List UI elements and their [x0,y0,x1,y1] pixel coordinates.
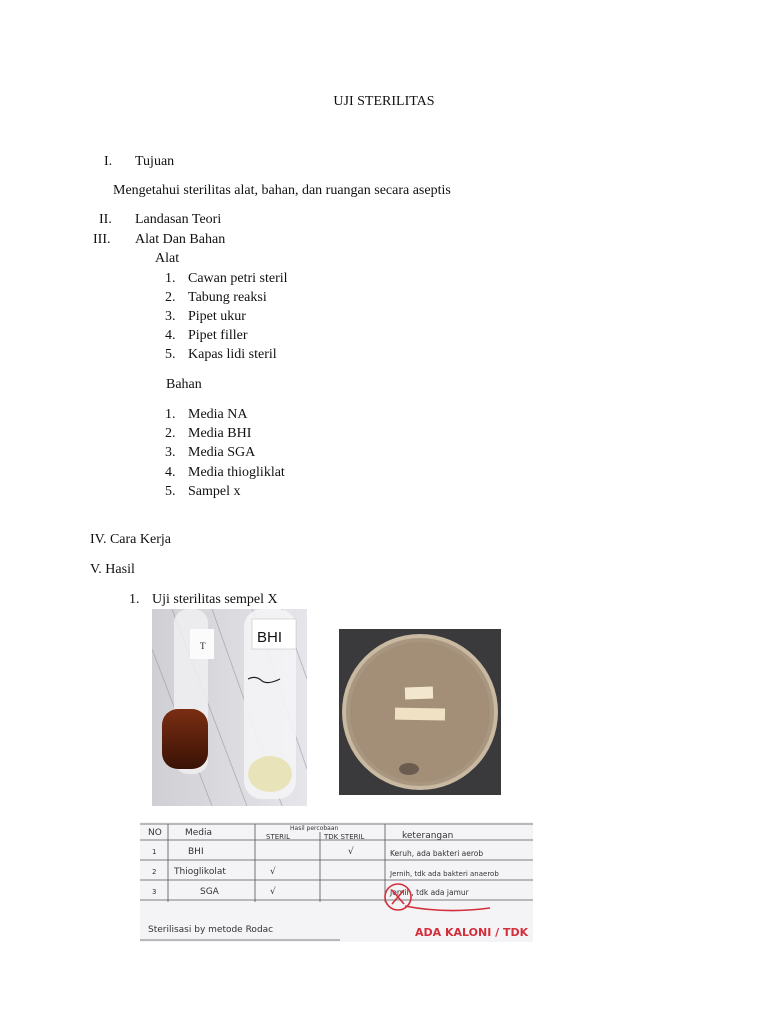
alat-item-2: Tabung reaksi [188,290,267,305]
handwritten-results-table-photo [140,822,533,942]
row2-steril: √ [270,867,276,877]
row2-media: Thioglikolat [174,867,226,877]
alat-item-1: Cawan petri steril [188,271,288,286]
table-header-media: Media [185,828,213,838]
alat-num-4: 4. [165,328,176,343]
alat-num-5: 5. [165,347,176,362]
table-header-tdk-steril: TDK STERIL [324,833,365,841]
table-header-hasil: Hasil percobaan [290,825,339,832]
table-footer-left: Sterilisasi by metode Rodac [148,925,274,935]
row3-no: 3 [152,888,157,896]
page-title: UJI STERILITAS [333,94,435,109]
row3-keterangan: Jernih, tdk ada jamur [390,888,469,897]
bahan-label: Bahan [166,377,202,392]
row3-steril: √ [270,887,276,897]
tujuan-text: Mengetahui sterilitas alat, bahan, dan ruangan secara aseptis [113,183,451,198]
table-header-steril: STERIL [266,833,290,841]
row1-media: BHI [188,847,204,857]
row2-no: 2 [152,868,157,876]
table-header-no: NO [148,828,162,838]
row1-no: 1 [152,848,157,856]
bahan-item-1: Media NA [188,407,248,422]
section-heading-landasan-teori: Landasan Teori [135,212,222,227]
row1-tdk-steril: √ [348,847,354,857]
row1-keterangan: Keruh, ada bakteri aerob [390,849,484,858]
alat-item-5: Kapas lidi steril [188,347,277,362]
section-heading-cara-kerja: IV. Cara Kerja [90,532,171,547]
section-heading-hasil: V. Hasil [90,562,135,577]
row2-keterangan: Jernih, tdk ada bakteri anaerob [390,870,499,878]
hasil-item-1: Uji sterilitas sempel X [152,592,278,607]
section-heading-tujuan: Tujuan [135,154,175,169]
row3-media: SGA [200,887,219,897]
alat-num-3: 3. [165,309,176,324]
section-number-2: II. [99,212,112,227]
svg-text:T: T [200,641,206,651]
tube-label-bhi: BHI [257,629,283,646]
bahan-item-3: Media SGA [188,445,256,460]
petri-dish-photo [339,629,501,795]
bahan-num-5: 5. [165,484,176,499]
table-header-keterangan: keterangan [402,831,454,841]
bahan-item-5: Sampel x [188,484,241,499]
section-number-1: I. [104,154,113,169]
alat-num-2: 2. [165,290,176,305]
test-tubes-photo [152,609,307,806]
bahan-item-4: Media thiogliklat [188,465,285,480]
section-heading-alat-bahan: Alat Dan Bahan [135,232,226,247]
bahan-num-1: 1. [165,407,176,422]
table-footer-right: ADA KALONI / TDK [415,926,529,939]
hasil-num-1: 1. [129,592,140,607]
bahan-item-2: Media BHI [188,426,252,441]
bahan-num-3: 3. [165,445,176,460]
alat-num-1: 1. [165,271,176,286]
section-number-3: III. [93,232,111,247]
bahan-num-2: 2. [165,426,176,441]
alat-item-3: Pipet ukur [188,309,246,324]
alat-label: Alat [155,251,180,266]
bahan-num-4: 4. [165,465,176,480]
alat-item-4: Pipet filler [188,328,248,343]
